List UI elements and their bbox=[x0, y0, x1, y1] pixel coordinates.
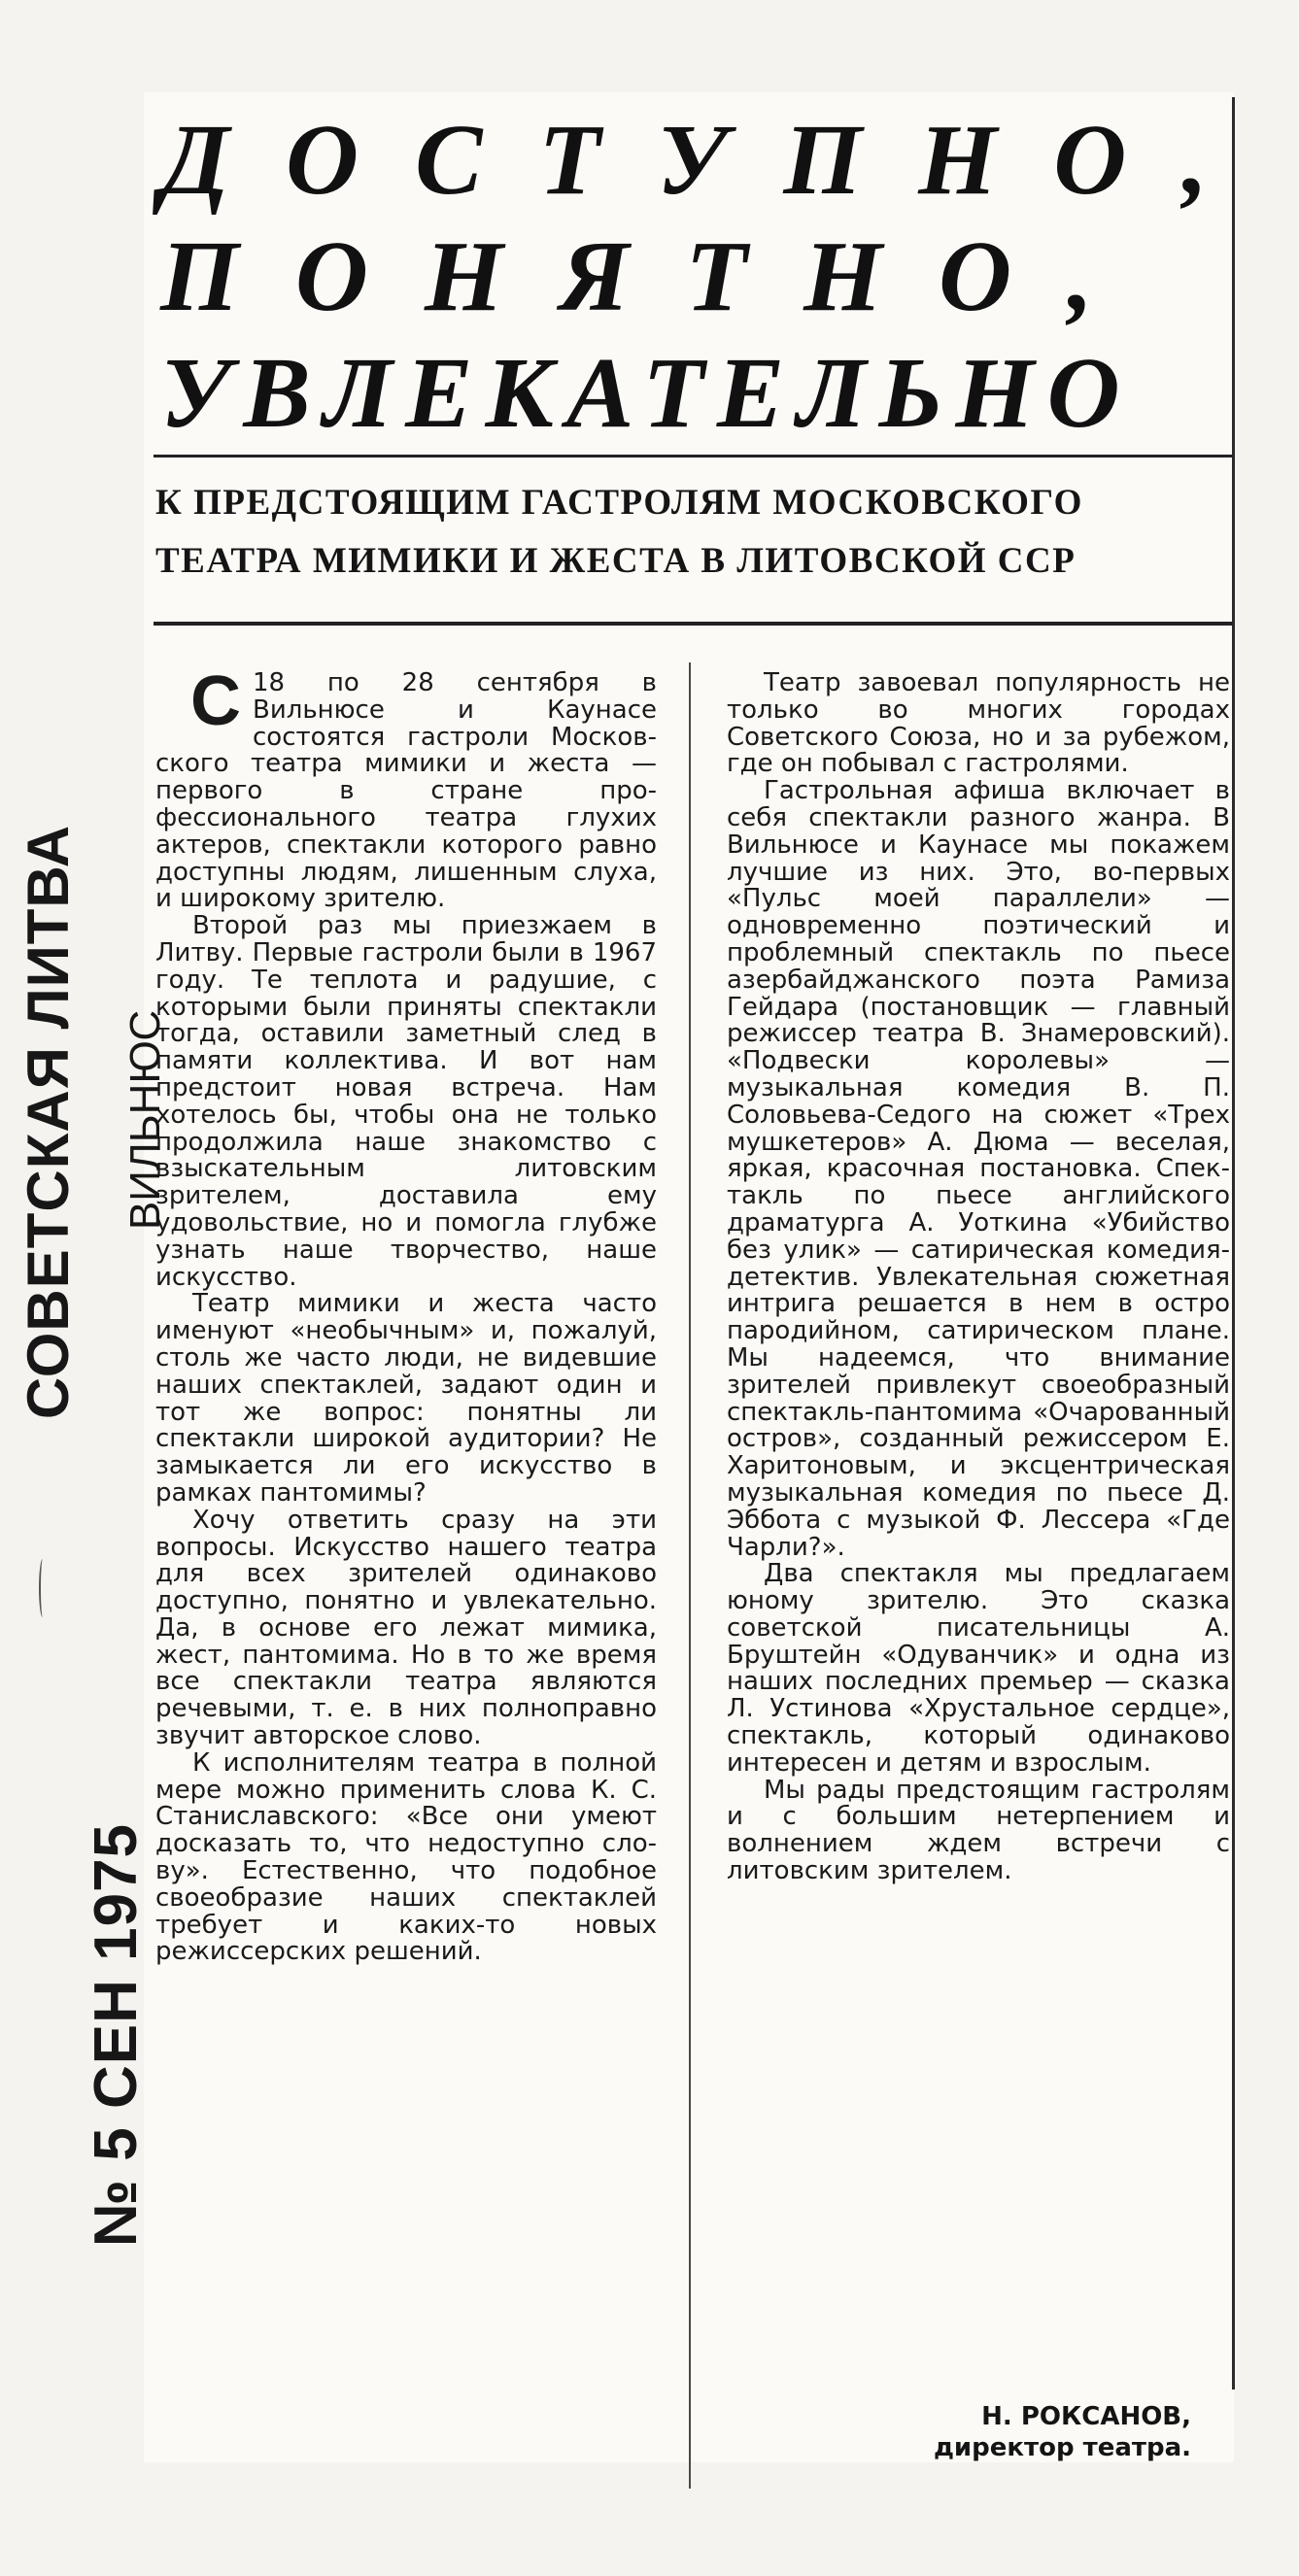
article-paragraph: Гастрольная афиша включает в себя спектакли разного жанра. В Вильнюсе и Каунасе мы покажем лучшие из них. Это, во-первых «Пульс моей параллели» — одновременно поэтический и проблемный спектакль по пьесе азербайджанского поэта Рамиза Гейдара (постановщик — главный режиссер театра В. Знамеровский). «Подвески королевы» — музыкальная комедия В. П. Соловьева-Седого на сюжет «Трех мушкетеров» А. Дюма — веселая, яркая, красочная постановка. Спектакль по пьесе английского драматурга А. Уоткина «Убийство без улик» — сатирическая комедия-детектив. Увлекательная сюжетная интрига решается в нем в остро пародийном, сатирическом плане. Мы надеемся, что внимание зрителей привлекут своеобразный спектакль-пантомима «Очарованный остров», созданный режиссером Е. Харитоновым, и эксцентрическая музыкальная комедия по пьесе Д. Эббота с музыкой Ф. Лессера «Где Чарли?». bbox=[727, 776, 1230, 1562]
article-paragraph: Мы рады предстоящим гастролям и с большим нетерпением и волнением ждем встречи с литовским зрителем. bbox=[727, 1775, 1230, 1886]
article-column-right bbox=[727, 670, 1230, 1885]
newspaper-name-stamp: СОВЕТСКАЯ ЛИТВА bbox=[16, 824, 81, 1420]
headline bbox=[160, 102, 1265, 452]
article-paragraph: Театр мимики и жеста часто именуют «необычным» и, пожалуй, столь же часто люди, не видевшие наших спектаклей, задают один и тот же вопрос: понятны ли спектакли широкой аудитории? Не замыкается ли его искусство в рамках пантомимы? bbox=[155, 1289, 657, 1508]
subheading-line-2: ТЕАТРА МИМИКИ И ЖЕСТА В ЛИТОВСКОЙ ССР bbox=[155, 541, 1077, 581]
ink-mark bbox=[39, 1559, 47, 1617]
author-name: Н. РОКСАНОВ, bbox=[981, 2402, 1191, 2431]
headline-line-3: УВЛЕКАТЕЛЬНО bbox=[160, 337, 1133, 449]
date-stamp: № 5 СЕН 1975 bbox=[83, 1822, 150, 2248]
subheading bbox=[155, 474, 1236, 591]
city-stamp: ВИЛЬНЮС bbox=[121, 1009, 169, 1231]
article-paragraph bbox=[155, 662, 657, 914]
article-paragraph: Театр завоевал популярность не только во многих городах Советского Союза, но и за рубежом, где он побывал с гастролями. bbox=[727, 668, 1230, 779]
article-paragraph: Два спектакля мы предлагаем юному зрителю. Это сказка советской писательницы А. Бруштейн «Одуванчик» и одна из наших последних премьер — сказка Л. Устинова «Хрустальное сердце», спектакль, который одинаково интересен и детям и взрослым. bbox=[727, 1559, 1230, 1778]
author-signature bbox=[727, 2401, 1191, 2463]
article-paragraph: Второй раз мы приезжаем в Литву. Первые гастроли были в 1967 году. Те теплота и радушие, с которыми были приняты спектакли тогда, оставили заметный след в памяти коллектива. И вот нам предстоит новая встреча. Нам хотелось бы, чтобы она не только продолжила наше знакомство с взыскательным литовским зрителем, доставила ему удовольствие, но и помогла глубже узнать наше творчество, наше искусство. bbox=[155, 911, 657, 1292]
article-paragraph: К исполнителям театра в полной мере можно применить слова К. С. Станиславского: «Все они умеют досказать то, что недоступно слову». Естественно, что подобное своеобразие наших спектаклей требует и каких-то новых режиссерских решений. bbox=[155, 1747, 657, 1967]
drop-cap: С bbox=[190, 662, 241, 740]
author-title: директор театра. bbox=[933, 2433, 1191, 2462]
paragraph-text: 18 по 28 сентября в Вильнюсе и Каунасе состоятся гастроли Московского театра мимики и жеста — первого в стране профессионального театра глухих актеров, спектакли которого равно доступны людям, лишенным слуха, и широкому зрителю. bbox=[155, 668, 657, 914]
headline-line-1: ДОСТУПНО, bbox=[160, 104, 1265, 216]
subheading-rule bbox=[154, 622, 1232, 626]
subheading-line-1: К ПРЕДСТОЯЩИМ ГАСТРОЛЯМ МОСКОВСКОГО bbox=[155, 483, 1083, 523]
headline-line-2: ПОНЯТНО, bbox=[160, 220, 1150, 332]
headline-rule bbox=[154, 455, 1232, 458]
article-column-left bbox=[155, 662, 657, 1967]
column-divider bbox=[689, 662, 691, 2489]
article-paragraph: Хочу ответить сразу на эти вопросы. Искусство нашего театра для всех зрителей одинаково доступно, понятно и увлекательно. Да, в основе его лежат мимика, жест, пантомима. Но в то же время все спектакли театра являются речевыми, т. е. в них полноправно звучит авторское слово. bbox=[155, 1505, 657, 1751]
